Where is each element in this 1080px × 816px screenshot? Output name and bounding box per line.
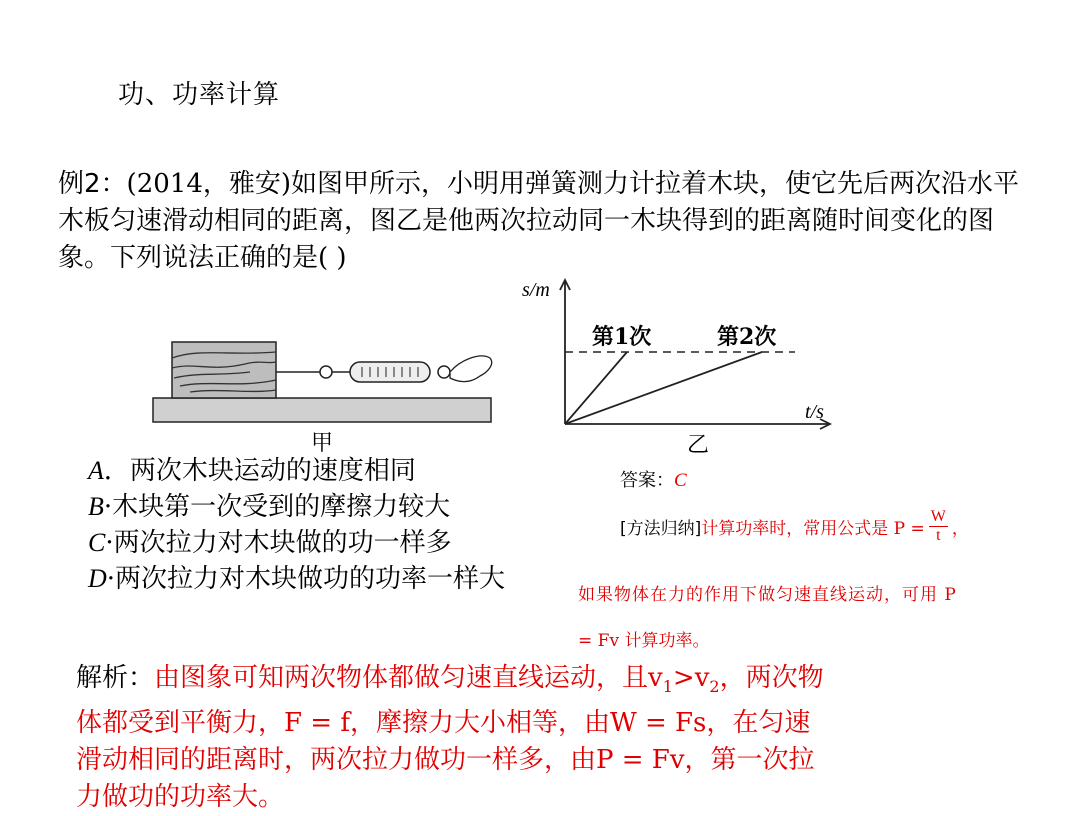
- figure-right-caption: 乙: [686, 433, 710, 458]
- wood-block: [172, 342, 276, 398]
- question-text: [58, 166, 1028, 277]
- answer-label: 答案：: [620, 470, 674, 491]
- section-title: 功、功率计算: [118, 80, 281, 110]
- options-list: [88, 453, 505, 597]
- analysis-lead: 解析：: [76, 663, 155, 693]
- method-summary-line2: 如果物体在力的作用下做匀速直线运动，可用 P: [578, 585, 957, 605]
- line-second-time: [565, 352, 762, 424]
- method-summary-line1: [方法归纳] 计算功率时，常用公式是 P = $\frac{W}{t}$ ，: [620, 508, 969, 544]
- answer-value: C: [674, 470, 687, 491]
- method-line1: 计算功率时，常用公式是 P =: [701, 519, 925, 539]
- figure-left-caption: 甲: [310, 431, 334, 456]
- line1-label: 第1次: [592, 324, 652, 350]
- question-body: ：(2014，雅安)如图甲所示，小明用弹簧测力计拉着木块，使它先后两次沿水平木板匀速滑动相同的距离，图乙是他两次拉动同一木块得到的距离随时间变化的图象。下列说法正确的是( ): [58, 169, 1020, 273]
- question-lead: 例2: [58, 169, 101, 199]
- method-summary-line3: = Fv 计算功率。: [578, 631, 710, 651]
- option-d[interactable]: D·两次拉力对木块做功的功率一样大: [88, 564, 506, 594]
- wooden-board: [153, 398, 491, 422]
- hand-icon: [450, 356, 492, 382]
- line2-label: 第2次: [717, 324, 777, 350]
- option-c[interactable]: C·两次拉力对木块做的功一样多: [88, 528, 452, 558]
- analysis-text: 解析：由图象可知两次物体都做匀速直线运动，且$v_1>v_2$，两次物体都受到平衡力，F = f，摩擦力大小相等，由W = Fs，在匀速滑动相同的距离时，两次拉力做功一样多，由P = Fv，第一次拉力做功的功率大。: [76, 663, 824, 813]
- x-axis-label: t/s: [805, 401, 824, 423]
- option-b[interactable]: B·木块第一次受到的摩擦力较大: [88, 492, 451, 522]
- option-a[interactable]: A．两次木块运动的速度相同: [88, 456, 416, 486]
- y-axis-label: s/m: [522, 279, 550, 301]
- physics-figure: [150, 272, 850, 460]
- power-formula-fraction: $\frac{W}{t}$: [930, 508, 946, 544]
- method-label: [方法归纳]: [620, 519, 702, 539]
- answer: [620, 466, 687, 492]
